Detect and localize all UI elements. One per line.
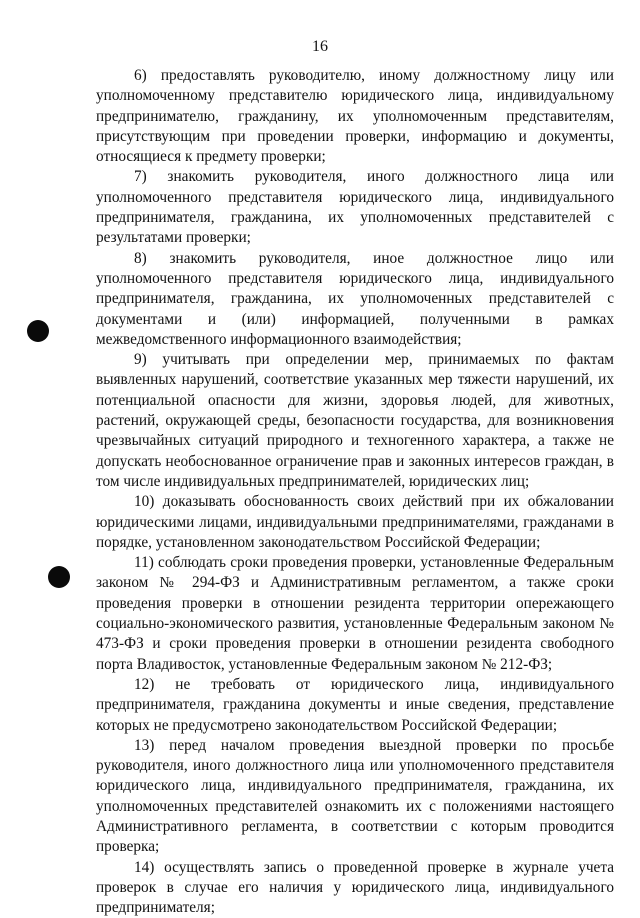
- paragraph-item-6: 6) предоставлять руководителю, иному должностному лицу или уполномоченному представителю юридического лица, индивидуальному предпринимателю, гражданину, их уполномоченным представителям, присутствующим при проведении проверки, информацию и документы, относящиеся к предмету проверки;: [96, 67, 614, 166]
- paragraph-item-10: 10) доказывать обоснованность своих действий при их обжаловании юридическими лицами, индивидуальными предпринимателями, гражданами в порядке, установленном законодательством Российской Федерации;: [96, 493, 614, 551]
- punch-hole-upper: [27, 320, 49, 342]
- punch-hole-lower: [48, 566, 70, 588]
- paragraph-item-13: 13) перед началом проведения выездной проверки по просьбе руководителя, иного должностного лица или уполномоченного представителя юридического лица, индивидуального предпринимателя, гражданина, их уполномоченных представителей ознакомить их с положениями настоящего Административного регламента, в соответствии с которым проводится проверка;: [96, 736, 614, 856]
- paragraph-item-7: 7) знакомить руководителя, иного должностного лица или уполномоченного представителя юридического лица, индивидуального предпринимателя, гражданина, их уполномоченных представителей с результатами проверки;: [96, 168, 614, 247]
- paragraph-item-14: 14) осуществлять запись о проведенной проверке в журнале учета проверок в случае его наличия у юридического лица, индивидуального предпринимателя;: [96, 858, 614, 917]
- paragraph-item-8: 8) знакомить руководителя, иное должностное лицо или уполномоченного представителя юридического лица, индивидуального предпринимателя, гражданина, их уполномоченных представителей с документами и (или) информацией, полученными в рамках межведомственного информационного взаимодействия;: [96, 249, 614, 348]
- paragraph-item-9: 9) учитывать при определении мер, принимаемых по фактам выявленных нарушений, соответствие указанных мер тяжести нарушений, их потенциальной опасности для жизни, здоровья людей, для животных, растений, окружающей среды, безопасности государства, для возникновения чрезвычайных ситуаций природного и техногенного характера, а также не допускать необоснованное ограничение прав и законных интересов граждан, в том числе индивидуальных предпринимателей, юридических лиц;: [96, 351, 614, 490]
- document-body: [96, 66, 614, 918]
- page-number: 16: [312, 38, 328, 55]
- paragraph-item-12: 12) не требовать от юридического лица, индивидуального предпринимателя, гражданина документы и иные сведения, представление которых не предусмотрено законодательством Российской Федерации;: [96, 675, 614, 734]
- paragraph-item-11: 11) соблюдать сроки проведения проверки, установленные Федеральным законом № 294-ФЗ и Административным регламентом, а также сроки проведения проверки в отношении резидента территории опережающего социально-экономического развития, установленные Федеральным законом № 473-ФЗ и сроки проведения проверки в отношении резидента свободного порта Владивосток, установленные Федеральным законом № 212-ФЗ;: [96, 554, 614, 673]
